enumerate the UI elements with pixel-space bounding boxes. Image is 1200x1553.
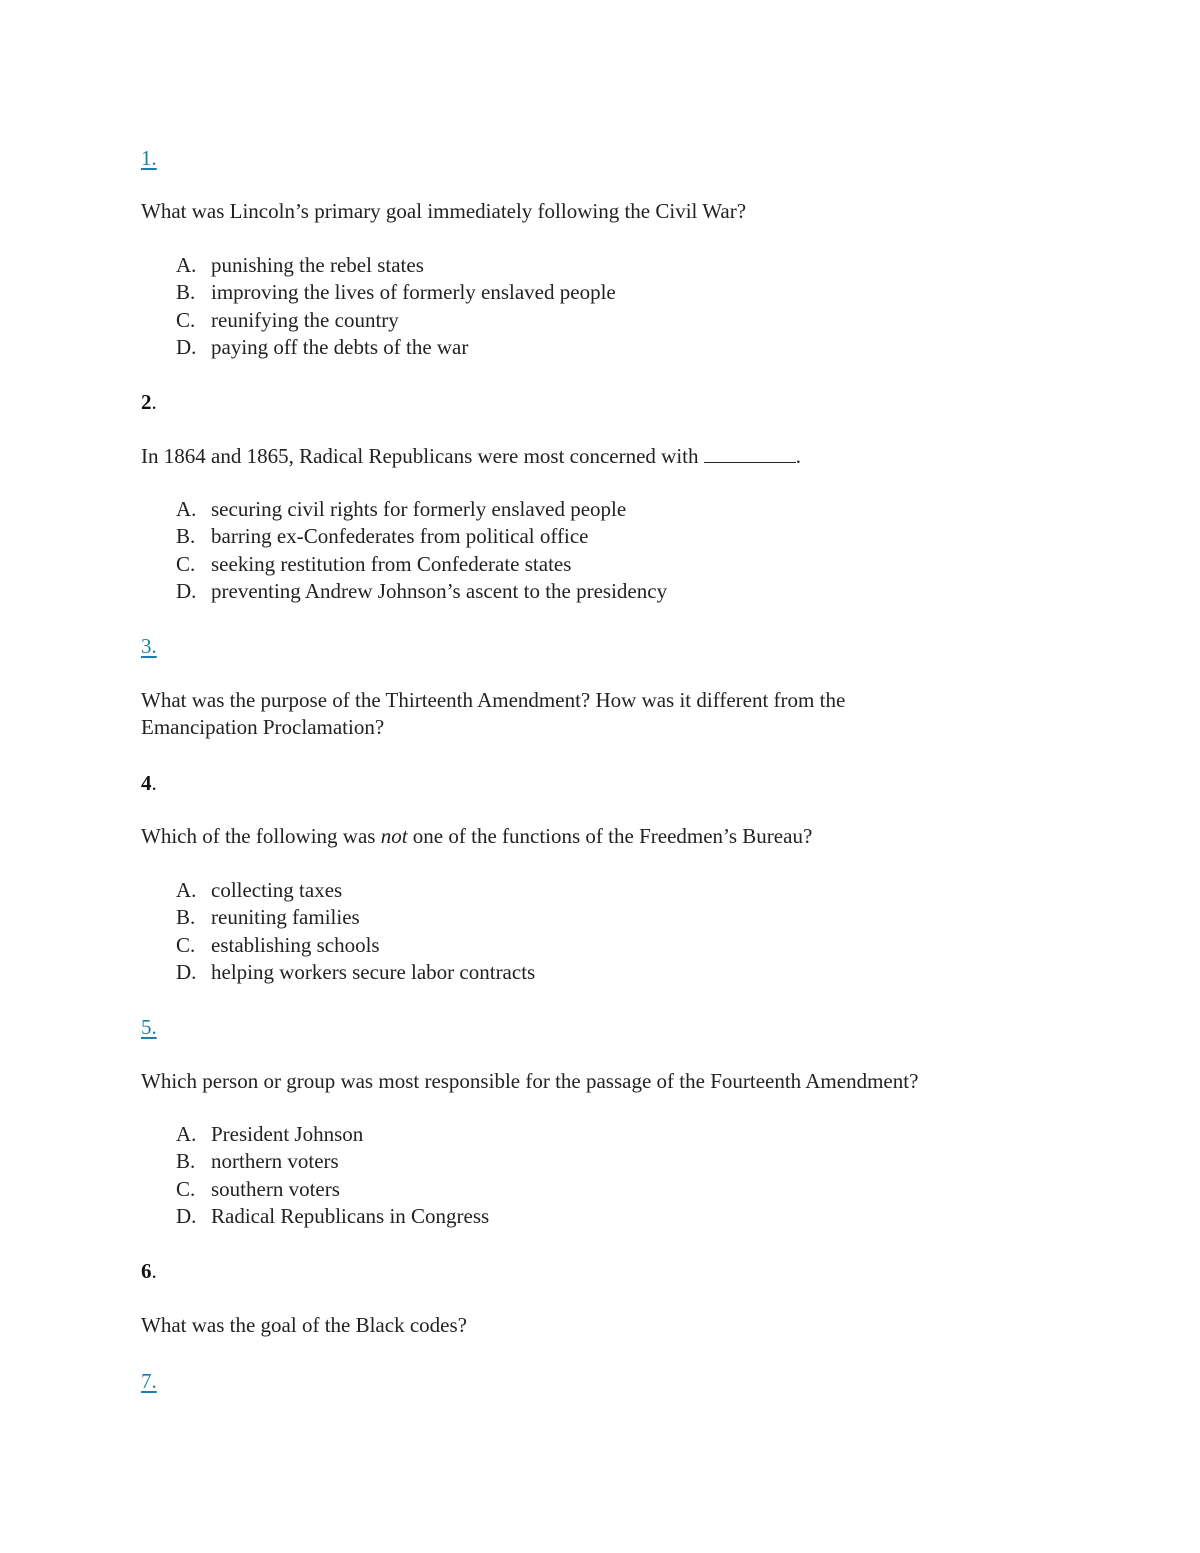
question-5-options [176,1121,489,1230]
option-text: establishing schools [211,932,380,957]
option-letter: C. [176,307,196,332]
option-text: reuniting families [211,905,360,930]
option-letter: B. [176,1149,196,1174]
question-1-option-c [176,307,616,334]
question-4-option-c [176,932,535,959]
question-5-option-a [176,1121,489,1148]
option-text: punishing the rebel states [211,253,424,277]
option-letter: A. [176,878,197,902]
option-letter: D. [176,1203,197,1228]
question-5-option-c [176,1176,489,1203]
question-4-emphasis: not [380,824,408,848]
question-5-option-b [176,1148,489,1175]
option-text: collecting taxes [211,878,343,902]
option-text: seeking restitution from Confederate states [211,551,572,576]
question-4-text-before-em: Which of the following was [141,824,381,848]
option-letter: C. [176,551,196,576]
question-4-options [176,877,535,986]
question-5-option-d [176,1203,489,1230]
fill-in-blank [704,444,796,463]
question-2-option-d [176,578,667,605]
option-text: President Johnson [211,1122,364,1146]
option-letter: B. [176,524,196,549]
question-2-number [141,390,157,414]
option-letter: C. [176,1176,196,1201]
option-text: reunifying the country [211,307,399,332]
option-text: southern voters [211,1176,340,1201]
option-text: barring ex-Confederates from political office [211,524,589,549]
question-4-number [141,771,157,795]
option-letter: D. [176,959,197,984]
question-5-number-link[interactable]: 5. [141,1015,157,1039]
question-2-text-before-blank: In 1864 and 1865, Radical Republicans were most concerned with [141,444,704,468]
question-6-text: What was the goal of the Black codes? [141,1313,467,1337]
question-1-option-b [176,279,616,306]
question-6-number-period: . [151,1259,157,1283]
question-6-number [141,1259,157,1283]
question-7-number-link[interactable]: 7. [141,1369,157,1393]
option-letter: D. [176,334,197,359]
option-letter: A. [176,1122,197,1146]
question-3-number-link[interactable]: 3. [141,634,157,658]
option-text: securing civil rights for formerly enslaved people [211,497,627,521]
question-4-number-period: . [151,771,157,795]
question-2-option-c [176,551,667,578]
option-text: northern voters [211,1149,339,1174]
question-4-number-digit: 4 [141,771,152,795]
question-1-option-d [176,334,616,361]
option-text: improving the lives of formerly enslaved people [211,280,616,305]
question-4-option-d [176,959,535,986]
option-letter: B. [176,280,196,305]
question-4-option-a [176,877,535,904]
question-2-number-digit: 2 [141,390,152,414]
question-2-option-a [176,496,667,523]
question-1-text: What was Lincoln’s primary goal immediately following the Civil War? [141,199,747,223]
question-2-text [141,443,1041,470]
question-4-text-after-em: one of the functions of the Freedmen’s Bureau? [407,824,813,848]
option-text: Radical Republicans in Congress [211,1203,490,1228]
question-2-number-period: . [151,390,157,414]
question-1-option-a [176,252,616,279]
question-2-option-b [176,523,667,550]
option-letter: A. [176,497,197,521]
option-text: helping workers secure labor contracts [211,959,536,984]
option-letter: D. [176,578,197,603]
question-1-number-link[interactable]: 1. [141,146,157,170]
question-4-text [141,823,1041,850]
question-4-option-b [176,904,535,931]
option-letter: B. [176,905,196,930]
option-text: paying off the debts of the war [211,334,469,359]
question-2-options [176,496,667,605]
question-2-text-after-blank: . [795,444,802,468]
question-5-text: Which person or group was most responsible for the passage of the Fourteenth Amendment? [141,1069,919,1093]
question-6-number-digit: 6 [141,1259,152,1283]
option-text: preventing Andrew Johnson’s ascent to the presidency [211,578,668,603]
option-letter: C. [176,932,196,957]
question-3-text: What was the purpose of the Thirteenth Amendment? How was it different from the Emancipation Proclamation? [141,688,846,739]
option-letter: A. [176,253,197,277]
question-1-options [176,252,616,361]
